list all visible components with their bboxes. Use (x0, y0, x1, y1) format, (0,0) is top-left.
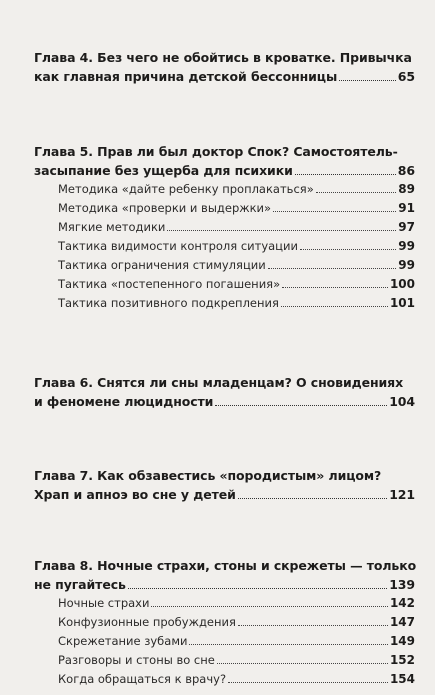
section-entry[interactable] (58, 670, 415, 689)
page-number: 101 (389, 296, 415, 310)
dot-leader (238, 498, 387, 499)
section-title: Методика «дайте ребенку проплакаться» (58, 182, 314, 196)
chapter-5[interactable] (34, 142, 415, 180)
section-title: Скрежетание зубами (58, 634, 188, 648)
section-title: Методика «проверки и выдержки» (58, 201, 272, 215)
chapter-title-line: Глава 8. Ночные страхи, стоны и скрежеты — только (34, 558, 417, 573)
dot-leader (189, 644, 387, 645)
section-title: Тактика позитивного подкрепления (58, 296, 279, 310)
section-entry[interactable] (58, 199, 415, 218)
page-number: 154 (389, 672, 415, 686)
dot-leader (167, 230, 396, 231)
page-number: 152 (389, 653, 415, 667)
chapter-title-text: засыпание без ущерба для психики (34, 163, 293, 178)
chapter-title-text: не пугайтесь (34, 577, 126, 592)
page-number: 89 (398, 182, 415, 196)
section-entry[interactable] (58, 594, 415, 613)
dot-leader (128, 588, 387, 589)
chapter-title-text: и феномене люцидности (34, 394, 214, 409)
dot-leader (238, 625, 388, 626)
dot-leader (273, 211, 396, 212)
chapter-title-line: Глава 6. Снятся ли сны младенцам? О сновидениях (34, 375, 404, 390)
dot-leader (281, 306, 388, 307)
dot-leader (228, 682, 388, 683)
chapter-title-last-line (34, 485, 415, 504)
page-number: 149 (389, 634, 415, 648)
page-number: 121 (389, 487, 415, 502)
chapter-8[interactable] (34, 556, 415, 594)
dot-leader (300, 249, 396, 250)
chapter-title-last-line (34, 392, 415, 411)
chapter-4[interactable] (34, 48, 415, 86)
chapter-title-last-line (34, 161, 415, 180)
chapter-title-text: как главная причина детской бессонницы (34, 69, 338, 84)
section-entry[interactable] (58, 256, 415, 275)
section-entry[interactable] (58, 294, 415, 313)
dot-leader (217, 663, 388, 664)
section-title: Мягкие методики (58, 220, 166, 234)
chapter-7[interactable] (34, 466, 415, 504)
section-entry[interactable] (58, 651, 415, 670)
section-entry[interactable] (58, 218, 415, 237)
chapter-title-last-line (34, 575, 415, 594)
section-entry[interactable] (58, 237, 415, 256)
page-number: 99 (398, 239, 415, 253)
section-title: Когда обращаться к врачу? (58, 672, 227, 686)
section-title: Тактика «постепенного погашения» (58, 277, 281, 291)
chapter-8-sections (58, 594, 415, 689)
section-title: Конфузионные пробуждения (58, 615, 236, 629)
chapter-6[interactable] (34, 373, 415, 411)
dot-leader (151, 606, 387, 607)
page-number: 91 (398, 201, 415, 215)
page-number: 139 (389, 577, 415, 592)
page-number: 100 (389, 277, 415, 291)
chapter-title-last-line (34, 67, 415, 86)
chapter-title-line: Глава 4. Без чего не обойтись в кроватке. Привычка (34, 50, 412, 65)
chapter-title-line: Глава 5. Прав ли был доктор Спок? Самостоятель- (34, 144, 398, 159)
chapter-title-line: Глава 7. Как обзавестись «породистым» лицом? (34, 468, 382, 483)
section-entry[interactable] (58, 180, 415, 199)
dot-leader (268, 268, 397, 269)
page-number: 104 (389, 394, 415, 409)
section-entry[interactable] (58, 632, 415, 651)
page-number: 147 (389, 615, 415, 629)
page-number: 86 (397, 163, 415, 178)
page-number: 99 (398, 258, 415, 272)
section-entry[interactable] (58, 613, 415, 632)
dot-leader (316, 192, 397, 193)
page-number: 142 (389, 596, 415, 610)
section-entry[interactable] (58, 275, 415, 294)
dot-leader (339, 80, 396, 81)
dot-leader (295, 174, 396, 175)
chapter-title-text: Храп и апноэ во сне у детей (34, 487, 236, 502)
dot-leader (282, 287, 388, 288)
section-title: Тактика ограничения стимуляции (58, 258, 266, 272)
page-number: 97 (398, 220, 415, 234)
dot-leader (215, 405, 387, 406)
section-title: Тактика видимости контроля ситуации (58, 239, 298, 253)
chapter-5-sections (58, 180, 415, 313)
page-number: 65 (397, 69, 415, 84)
section-title: Разговоры и стоны во сне (58, 653, 215, 667)
section-title: Ночные страхи (58, 596, 150, 610)
